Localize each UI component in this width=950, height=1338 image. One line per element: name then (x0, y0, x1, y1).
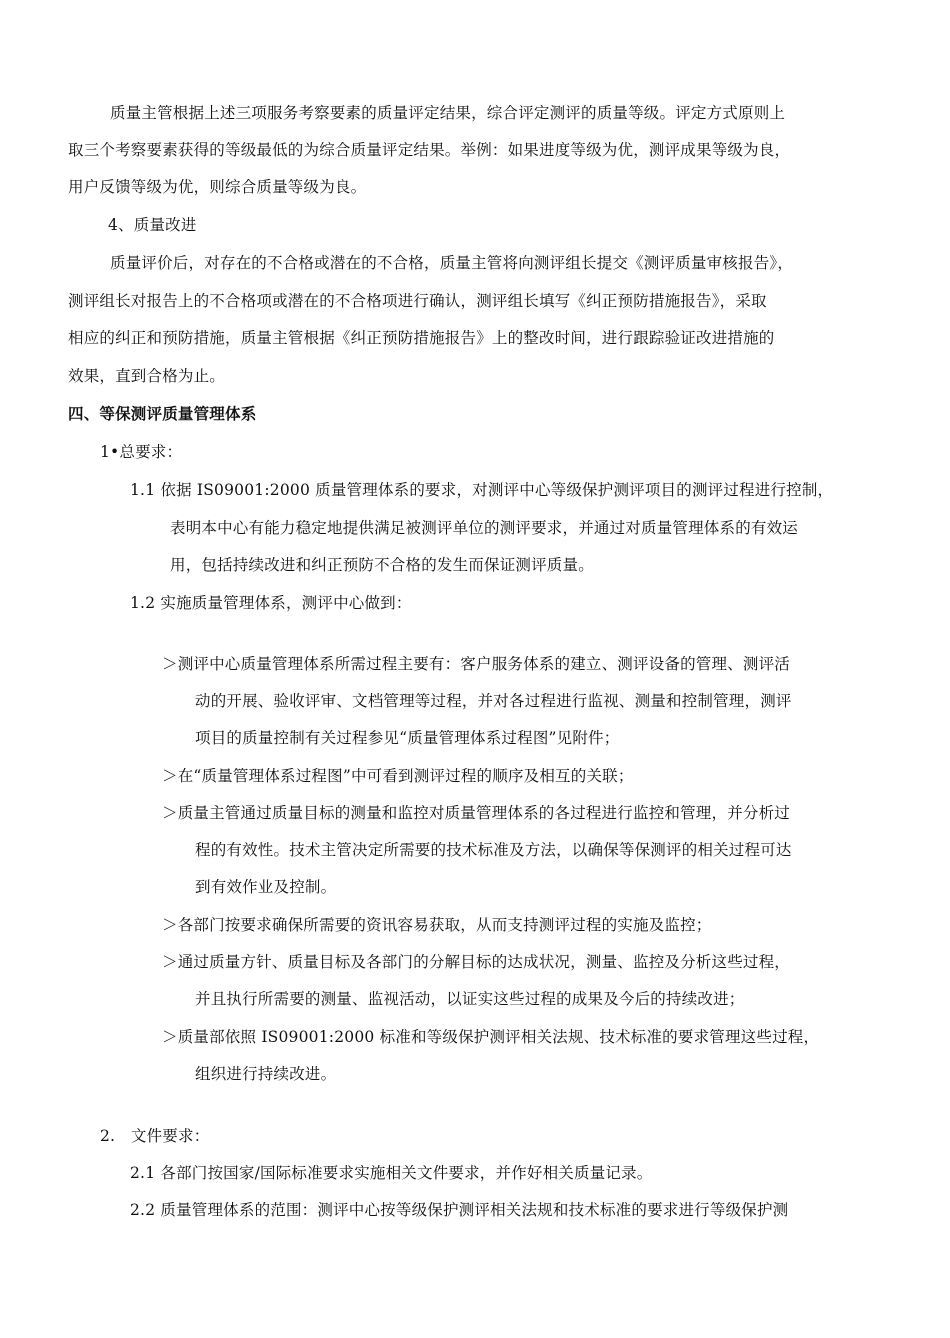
requirement-line: 1.1 依据 IS09001:2000 质量管理体系的要求，对测评中心等级保护测评项目的测评过程进行控制， (130, 481, 834, 499)
bullet-line: ＞质量部依照 IS09001:2000 标准和等级保护测评相关法规、技术标准的要求管理这些过程， (162, 1028, 820, 1046)
list-heading: 1•总要求： (100, 443, 183, 461)
subheading: 4、质量改进 (108, 216, 197, 234)
bullet-line: 项目的质量控制有关过程参见“质量管理体系过程图”见附件； (195, 729, 620, 747)
bullet-line: 动的开展、验收评审、文档管理等过程，并对各过程进行监视、测量和控制管理，测评 (195, 692, 792, 710)
bullet-line: 程的有效性。技术主管决定所需要的技术标准及方法，以确保等保测评的相关过程可达 (195, 841, 792, 859)
bullet-line: 组织进行持续改进。 (195, 1065, 337, 1083)
paragraph-line: 测评组长对报告上的不合格项或潜在的不合格项进行确认，测评组长填写《纠正预防措施报告》，采取 (68, 292, 767, 310)
bullet-line: ＞在“质量管理体系过程图”中可看到测评过程的顺序及相互的关联； (162, 767, 634, 785)
list-heading: 2. 文件要求： (100, 1127, 210, 1145)
bullet-line: ＞质量主管通过质量目标的测量和监控对质量管理体系的各过程进行监控和管理，并分析过 (162, 804, 791, 822)
paragraph-line: 效果，直到合格为止。 (68, 367, 226, 385)
bullet-line: 并且执行所需要的测量、监视活动，以证实这些过程的成果及今后的持续改进； (195, 990, 745, 1008)
bullet-line: ＞各部门按要求确保所需要的资讯容易获取，从而支持测评过程的实施及监控； (162, 916, 712, 934)
section-heading: 四、等保测评质量管理体系 (68, 404, 257, 423)
paragraph-line: 用户反馈等级为优，则综合质量等级为良。 (68, 178, 367, 196)
paragraph-line: 相应的纠正和预防措施，质量主管根据《纠正预防措施报告》上的整改时间，进行跟踪验证改进措施的 (68, 329, 775, 347)
requirement-line: 2.1 各部门按国家/国际标准要求实施相关文件要求，并作好相关质量记录。 (130, 1164, 653, 1182)
bullet-line: ＞通过质量方针、质量目标及各部门的分解目标的达成状况，测量、监控及分析这些过程， (162, 953, 791, 971)
bullet-line: ＞测评中心质量管理体系所需过程主要有：客户服务体系的建立、测评设备的管理、测评活 (162, 655, 791, 673)
requirement-line: 表明本中心有能力稳定地提供满足被测评单位的测评要求，并通过对质量管理体系的有效运 (170, 519, 799, 537)
paragraph-line: 质量评价后，对存在的不合格或潜在的不合格，质量主管将向测评组长提交《测评质量审核报告》， (110, 254, 794, 272)
requirement-line: 用，包括持续改进和纠正预防不合格的发生而保证测评质量。 (170, 556, 594, 574)
requirement-line: 1.2 实施质量管理体系，测评中心做到： (130, 594, 412, 612)
bullet-line: 到有效作业及控制。 (195, 878, 337, 896)
paragraph-line: 取三个考察要素获得的等级最低的为综合质量评定结果。举例：如果进度等级为优，测评成果等级为良， (68, 141, 791, 159)
paragraph-line: 质量主管根据上述三项服务考察要素的质量评定结果，综合评定测评的质量等级。评定方式原则上 (110, 104, 786, 122)
requirement-line: 2.2 质量管理体系的范围：测评中心按等级保护测评相关法规和技术标准的要求进行等级保护测 (130, 1201, 789, 1219)
